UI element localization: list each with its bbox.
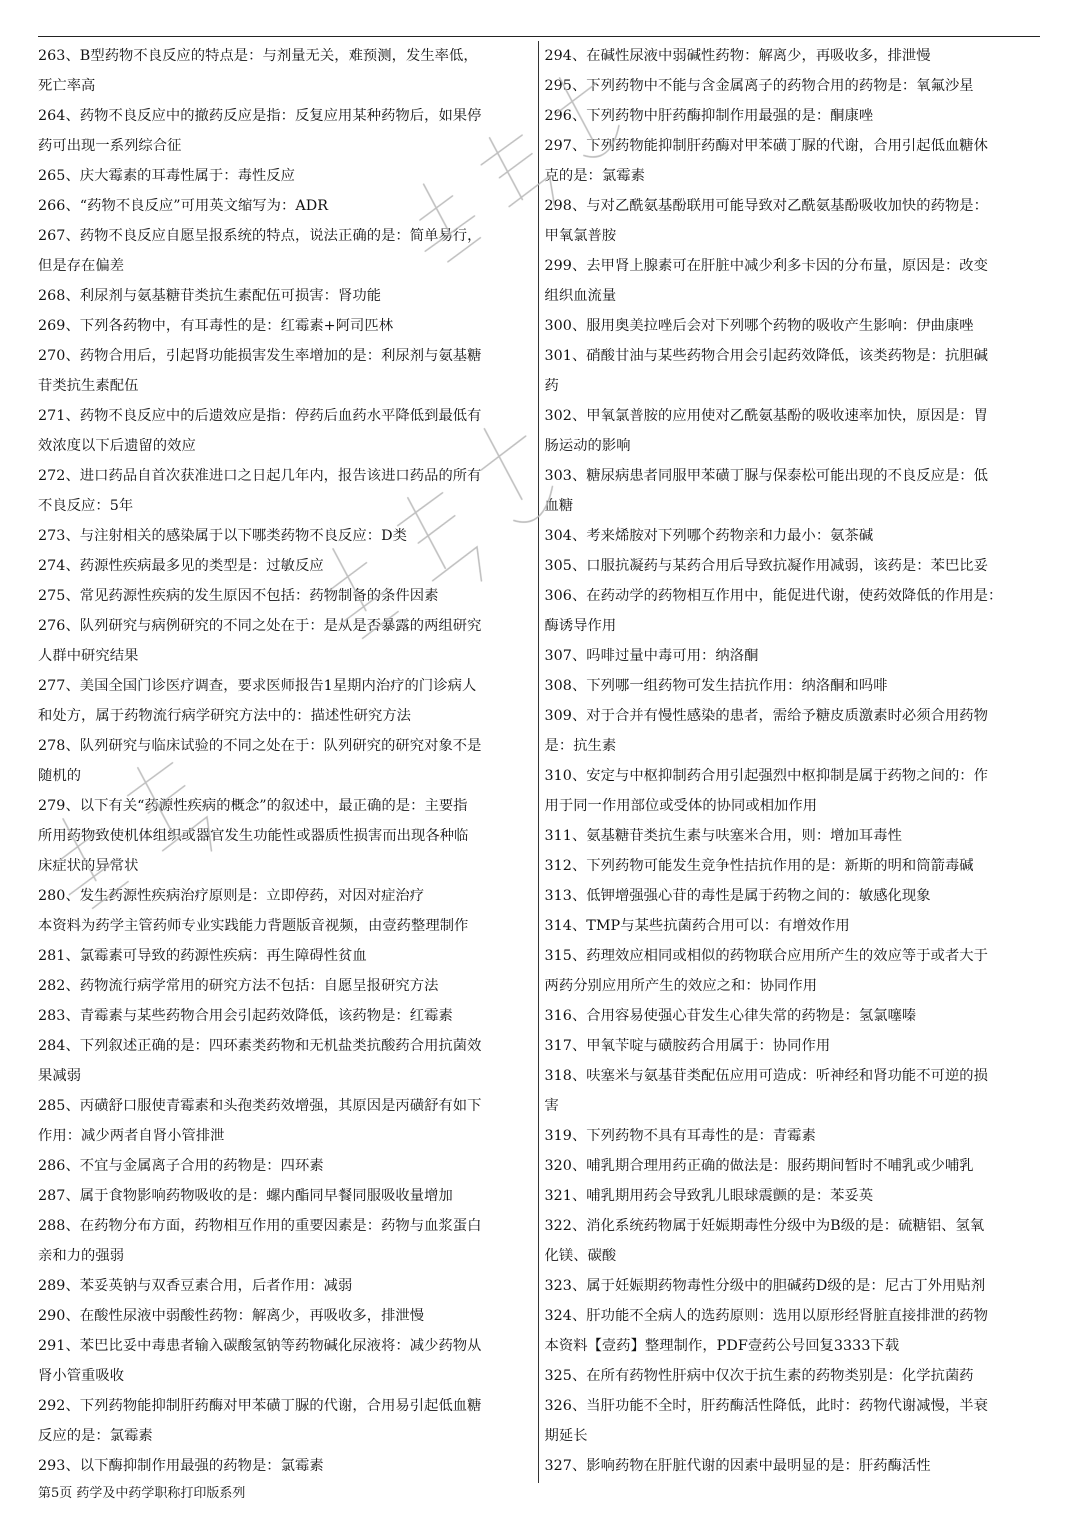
text-line: 326、当肝功能不全时，肝药酶活性降低，此时：药物代谢减慢，半衰 bbox=[544, 1398, 988, 1414]
text-line: 263、B型药物不良反应的特点是：与剂量无关，难预测，发生率低， bbox=[38, 48, 478, 64]
text-line: 311、氨基糖苷类抗生素与呋塞米合用，则：增加耳毒性 bbox=[544, 828, 902, 844]
text-line: 用于同一作用部位或受体的协同或相加作用 bbox=[544, 798, 818, 814]
text-line: 284、下列叙述正确的是：四环素类药物和无机盐类抗酸药合用抗菌效 bbox=[38, 1038, 482, 1054]
text-line: 化镁、碳酸 bbox=[544, 1248, 617, 1264]
text-line: 266、“药物不良反应”可用英文缩写为：ADR bbox=[38, 198, 329, 214]
text-line: 310、安定与中枢抑制药合用引起强烈中枢抑制是属于药物之间的：作 bbox=[544, 768, 988, 784]
right-column bbox=[539, 41, 1043, 1483]
text-line: 280、发生药源性疾病治疗原则是：立即停药，对因对症治疗 bbox=[38, 888, 425, 904]
text-line: 303、糖尿病患者同服甲苯磺丁脲与保泰松可能出现的不良反应是：低 bbox=[544, 468, 988, 484]
text-line: 作用：减少两者自肾小管排泄 bbox=[38, 1128, 225, 1144]
text-line: 290、在酸性尿液中弱酸性药物：解离少，再吸收多，排泄慢 bbox=[38, 1308, 425, 1324]
text-line: 315、药理效应相同或相似的药物联合应用所产生的效应等于或者大于 bbox=[544, 948, 988, 964]
text-line: 313、低钾增强强心苷的毒性是属于药物之间的：敏感化现象 bbox=[544, 888, 931, 904]
text-line: 反应的是：氯霉素 bbox=[38, 1428, 153, 1444]
text-line: 306、在药动学的药物相互作用中，能促进代谢，使药效降低的作用是： bbox=[544, 588, 1003, 604]
text-line: 279、以下有关“药源性疾病的概念”的叙述中，最正确的是：主要指 bbox=[38, 798, 468, 814]
text-line: 是：抗生素 bbox=[544, 738, 617, 754]
text-line: 酶诱导作用 bbox=[544, 618, 617, 634]
text-line: 291、苯巴比妥中毒患者输入碳酸氢钠等药物碱化尿液将：减少药物从 bbox=[38, 1338, 482, 1354]
text-line: 272、进口药品自首次获准进口之日起几年内，报告该进口药品的所有 bbox=[38, 468, 482, 484]
text-line: 324、肝功能不全病人的选药原则：选用以原形经肾脏直接排泄的药物 bbox=[544, 1308, 988, 1324]
text-line: 297、下列药物能抑制肝药酶对甲苯磺丁脲的代谢，合用引起低血糖休 bbox=[544, 138, 988, 154]
text-line: 295、下列药物中不能与含金属离子的药物合用的药物是：氧氟沙星 bbox=[544, 78, 974, 94]
text-line: 296、下列药物中肝药酶抑制作用最强的是：酮康唑 bbox=[544, 108, 874, 124]
two-column-body bbox=[38, 41, 1042, 1483]
text-line: 268、利尿剂与氨基糖苷类抗生素配伍可损害：肾功能 bbox=[38, 288, 382, 304]
text-line: 所用药物致使机体组织或器官发生功能性或器质性损害而出现各种临 bbox=[38, 828, 469, 844]
text-line: 325、在所有药物性肝病中仅次于抗生素的药物类别是：化学抗菌药 bbox=[544, 1368, 974, 1384]
text-line: 273、与注射相关的感染属于以下哪类药物不良反应：D类 bbox=[38, 528, 407, 544]
text-line: 318、呋塞米与氨基苷类配伍应用可造成：听神经和肾功能不可逆的损 bbox=[544, 1068, 988, 1084]
text-line: 269、下列各药物中，有耳毒性的是：红霉素+阿司匹林 bbox=[38, 318, 394, 334]
page-footer: 第5页 药学及中药学职称打印版系列 bbox=[38, 1486, 246, 1501]
text-line: 281、氯霉素可导致的药源性疾病：再生障碍性贫血 bbox=[38, 948, 367, 964]
text-line: 但是存在偏差 bbox=[38, 258, 125, 274]
text-line: 322、消化系统药物属于妊娠期毒性分级中为B级的是：硫糖铝、氢氧 bbox=[544, 1218, 985, 1234]
text-line: 282、药物流行病学常用的研究方法不包括：自愿呈报研究方法 bbox=[38, 978, 439, 994]
text-line: 319、下列药物不具有耳毒性的是：青霉素 bbox=[544, 1128, 816, 1144]
text-line: 死亡率高 bbox=[38, 78, 96, 94]
text-line: 害 bbox=[544, 1098, 559, 1114]
text-line: 317、甲氧苄啶与磺胺药合用属于：协同作用 bbox=[544, 1038, 831, 1054]
text-line: 果减弱 bbox=[38, 1068, 82, 1084]
text-line: 亲和力的强弱 bbox=[38, 1248, 125, 1264]
text-line: 300、服用奥美拉唑后会对下列哪个药物的吸收产生影响：伊曲康唑 bbox=[544, 318, 974, 334]
text-line: 292、下列药物能抑制肝药酶对甲苯磺丁脲的代谢，合用易引起低血糖 bbox=[38, 1398, 482, 1414]
text-line: 320、哺乳期合理用药正确的做法是：服药期间暂时不哺乳或少哺乳 bbox=[544, 1158, 974, 1174]
text-line: 本资料【壹药】整理制作，PDF壹药公号回复3333下载 bbox=[544, 1338, 900, 1354]
text-line: 265、庆大霉素的耳毒性属于：毒性反应 bbox=[38, 168, 295, 184]
text-line: 克的是：氯霉素 bbox=[544, 168, 645, 184]
text-line: 298、与对乙酰氨基酚联用可能导致对乙酰氨基酚吸收加快的药物是： bbox=[544, 198, 988, 214]
text-line: 309、对于合并有慢性感染的患者，需给予糖皮质激素时必须合用药物 bbox=[544, 708, 988, 724]
text-line: 267、药物不良反应自愿呈报系统的特点，说法正确的是：简单易行， bbox=[38, 228, 482, 244]
text-line: 301、硝酸甘油与某些药物合用会引起药效降低，该类药物是：抗胆碱 bbox=[544, 348, 988, 364]
text-line: 316、合用容易使强心苷发生心律失常的药物是：氢氯噻嗪 bbox=[544, 1008, 917, 1024]
text-line: 294、在碱性尿液中弱碱性药物：解离少，再吸收多，排泄慢 bbox=[544, 48, 931, 64]
text-line: 血糖 bbox=[544, 498, 574, 514]
text-line: 随机的 bbox=[38, 768, 82, 784]
text-line: 275、常见药源性疾病的发生原因不包括：药物制备的条件因素 bbox=[38, 588, 439, 604]
text-line: 288、在药物分布方面，药物相互作用的重要因素是：药物与血浆蛋白 bbox=[38, 1218, 482, 1234]
text-line: 肾小管重吸收 bbox=[38, 1368, 125, 1384]
text-line: 甲氧氯普胺 bbox=[544, 228, 617, 244]
text-line: 323、属于妊娠期药物毒性分级中的胆碱药D级的是：尼古丁外用贴剂 bbox=[544, 1278, 986, 1294]
text-line: 本资料为药学主管药师专业实践能力背题版音视频，由壹药整理制作 bbox=[38, 918, 469, 934]
left-column bbox=[38, 41, 539, 1483]
text-line: 药可出现一系列综合征 bbox=[38, 138, 182, 154]
text-line: 肠运动的影响 bbox=[544, 438, 631, 454]
text-line: 321、哺乳期用药会导致乳儿眼球震颤的是：苯妥英 bbox=[544, 1188, 874, 1204]
text-line: 271、药物不良反应中的后遗效应是指：停药后血药水平降低到最低有 bbox=[38, 408, 482, 424]
text-line: 308、下列哪一组药物可发生拮抗作用：纳洛酮和吗啡 bbox=[544, 678, 888, 694]
text-line: 两药分别应用所产生的效应之和：协同作用 bbox=[544, 978, 818, 994]
text-line: 286、不宜与金属离子合用的药物是：四环素 bbox=[38, 1158, 324, 1174]
text-line: 效浓度以下后遗留的效应 bbox=[38, 438, 196, 454]
top-rule bbox=[38, 36, 1040, 37]
text-line: 不良反应：5年 bbox=[38, 498, 134, 514]
text-line: 277、美国全国门诊医疗调查，要求医师报告1星期内治疗的门诊病人 bbox=[38, 678, 477, 694]
text-line: 270、药物合用后，引起肾功能损害发生率增加的是：利尿剂与氨基糖 bbox=[38, 348, 482, 364]
text-line: 299、去甲肾上腺素可在肝脏中减少利多卡因的分布量，原因是：改变 bbox=[544, 258, 988, 274]
text-line: 274、药源性疾病最多见的类型是：过敏反应 bbox=[38, 558, 324, 574]
text-line: 327、影响药物在肝脏代谢的因素中最明显的是：肝药酶活性 bbox=[544, 1458, 931, 1474]
text-line: 305、口服抗凝药与某药合用后导致抗凝作用减弱，该药是：苯巴比妥 bbox=[544, 558, 988, 574]
text-line: 期延长 bbox=[544, 1428, 588, 1444]
text-line: 312、下列药物可能发生竞争性拮抗作用的是：新斯的明和筒箭毒碱 bbox=[544, 858, 974, 874]
text-line: 床症状的异常状 bbox=[38, 858, 139, 874]
text-line: 289、苯妥英钠与双香豆素合用，后者作用：减弱 bbox=[38, 1278, 353, 1294]
text-line: 283、青霉素与某些药物合用会引起药效降低，该药物是：红霉素 bbox=[38, 1008, 453, 1024]
text-line: 285、丙磺舒口服使青霉素和头孢类药效增强，其原因是丙磺舒有如下 bbox=[38, 1098, 482, 1114]
text-line: 304、考来烯胺对下列哪个药物亲和力最小：氨茶碱 bbox=[544, 528, 874, 544]
text-line: 组织血流量 bbox=[544, 288, 617, 304]
text-line: 和处方，属于药物流行病学研究方法中的：描述性研究方法 bbox=[38, 708, 412, 724]
text-line: 314、TMP与某些抗菌药合用可以：有增效作用 bbox=[544, 918, 850, 934]
text-line: 307、吗啡过量中毒可用：纳洛酮 bbox=[544, 648, 759, 664]
text-line: 苷类抗生素配伍 bbox=[38, 378, 139, 394]
text-line: 302、甲氧氯普胺的应用使对乙酰氨基酚的吸收速率加快，原因是：胃 bbox=[544, 408, 988, 424]
text-line: 264、药物不良反应中的撤药反应是指：反复应用某种药物后，如果停 bbox=[38, 108, 482, 124]
text-line: 人群中研究结果 bbox=[38, 648, 139, 664]
text-line: 药 bbox=[544, 378, 559, 394]
text-line: 293、以下酶抑制作用最强的药物是：氯霉素 bbox=[38, 1458, 324, 1474]
text-line: 287、属于食物影响药物吸收的是：螺内酯同早餐同服吸收量增加 bbox=[38, 1188, 453, 1204]
text-line: 276、队列研究与病例研究的不同之处在于：是从是否暴露的两组研究 bbox=[38, 618, 482, 634]
text-line: 278、队列研究与临床试验的不同之处在于：队列研究的研究对象不是 bbox=[38, 738, 482, 754]
